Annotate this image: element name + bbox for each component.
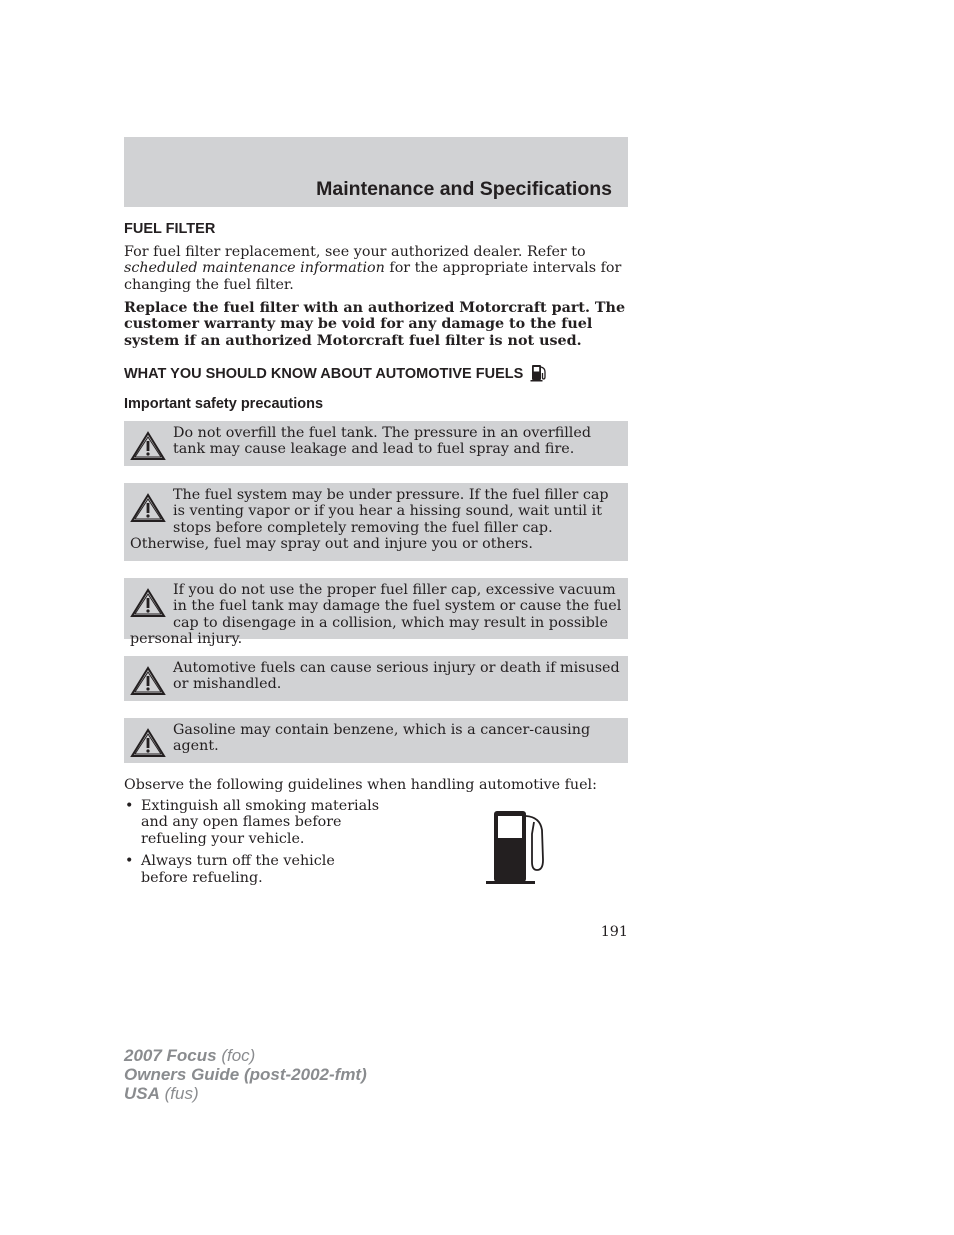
warning-triangle-icon: [130, 727, 166, 759]
list-item-text: Extinguish all smoking materials and any open flames before refueling your vehicle.: [141, 798, 380, 847]
fuel-pump-icon: [529, 363, 549, 383]
warning-triangle-icon: [130, 665, 166, 697]
warning-box: [124, 421, 628, 466]
list-item: [124, 853, 384, 886]
warning-triangle-icon: [130, 587, 166, 619]
footer-line-guide: [124, 1065, 367, 1084]
fuel-filter-warranty-note: Replace the fuel filter with an authorized Motorcraft part. The customer warranty may be void for any damage to the fuel system if an authorized Motorcraft fuel filter is not used.: [124, 300, 626, 349]
warning-triangle-icon: [130, 430, 166, 462]
footer-line-market: [124, 1084, 367, 1103]
automotive-fuels-heading: [124, 363, 549, 383]
fuel-filter-paragraph: [124, 244, 628, 293]
warning-box: [124, 483, 628, 561]
fuel-filter-text-end: for the appropriate intervals for changing the fuel filter.: [124, 260, 622, 293]
warning-box: [124, 656, 628, 701]
guidelines-list: [124, 798, 384, 892]
fuel-filter-text-start: For fuel filter replacement, see your authorized dealer. Refer to: [124, 244, 586, 260]
warning-text: The fuel system may be under pressure. If the fuel filler cap is venting vapor or if you hear a hissing sound, wait until it stops before completely removing the fuel filler cap. Otherwise, fuel may spray out and injure you or others.: [130, 487, 609, 553]
guidelines-intro: Observe the following guidelines when handling automotive fuel:: [124, 777, 597, 793]
warning-triangle-icon: [130, 492, 166, 524]
footer-guide-name: Owners Guide (post-2002-fmt): [124, 1065, 367, 1084]
section-header-band: [124, 137, 628, 207]
bullet-icon: •: [125, 798, 134, 814]
warning-box: [124, 718, 628, 763]
footer-market-code: (fus): [164, 1084, 199, 1103]
warning-text: Automotive fuels can cause serious injury or death if misused or mishandled.: [173, 660, 620, 693]
maintenance-info-reference: scheduled maintenance information: [124, 260, 385, 277]
automotive-fuels-heading-text: WHAT YOU SHOULD KNOW ABOUT AUTOMOTIVE FUELS: [124, 366, 524, 382]
warning-text: Gasoline may contain benzene, which is a cancer-causing agent.: [173, 722, 591, 755]
footer-model-code: (foc): [221, 1046, 256, 1065]
warning-box: [124, 578, 628, 648]
warning-text: Do not overfill the fuel tank. The pressure in an overfilled tank may cause leakage and lead to fuel spray and fire.: [173, 425, 591, 458]
footer-line-model: [124, 1046, 367, 1065]
footer-market: USA: [124, 1084, 160, 1103]
footer-model-year: 2007 Focus: [124, 1046, 217, 1065]
fuel-filter-heading: FUEL FILTER: [124, 221, 216, 237]
page-number: 191: [600, 924, 628, 940]
list-item: [124, 798, 384, 847]
document-footer: [124, 1046, 367, 1103]
warning-text: If you do not use the proper fuel filler cap, excessive vacuum in the fuel tank may damage the fuel system or cause the fuel cap to disengage in a collision, which may result in possible personal injury.: [130, 582, 622, 648]
section-title: Maintenance and Specifications: [316, 178, 612, 200]
fuel-pump-illustration-icon: [486, 808, 548, 886]
bullet-icon: •: [125, 853, 134, 870]
safety-precautions-subheading: Important safety precautions: [124, 396, 324, 412]
list-item-text: Always turn off the vehicle before refueling.: [141, 853, 335, 886]
